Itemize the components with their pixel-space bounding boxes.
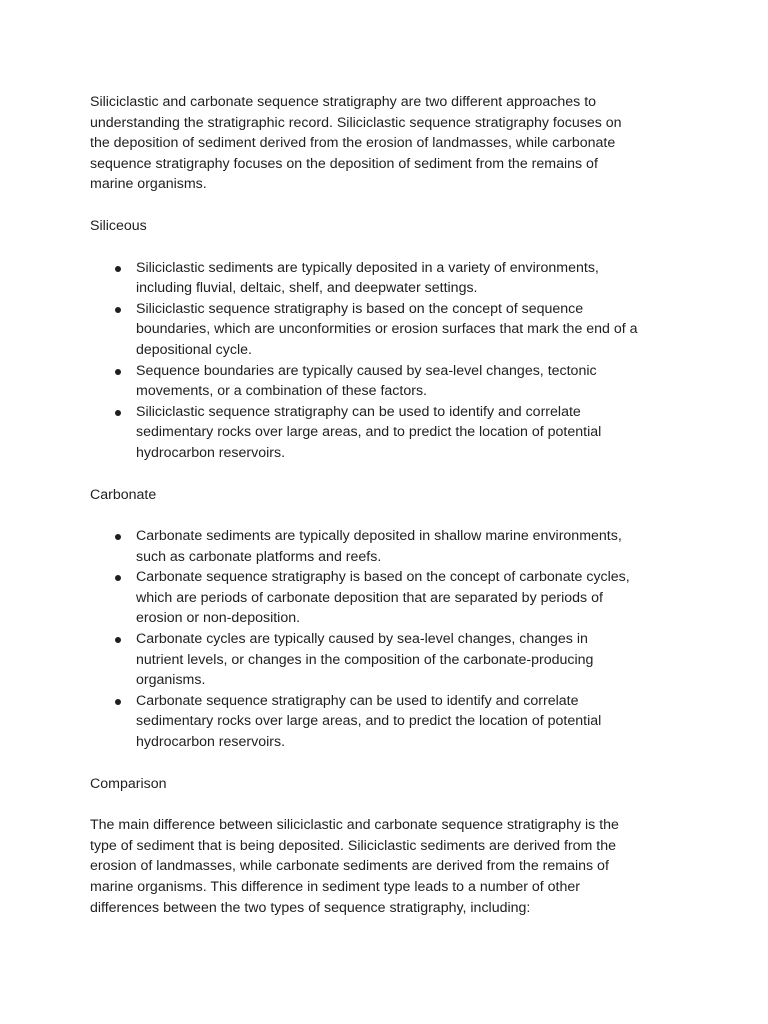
bullet-icon	[115, 637, 121, 643]
list-item-text: Carbonate sequence stratigraphy can be used to identify and correlate sedimentary rocks over large areas, and to predict the location of potential hydrocarbon reservoirs.	[136, 692, 602, 751]
list-item	[90, 258, 638, 299]
section-heading-comparison: Comparison	[90, 775, 167, 792]
list-item	[90, 361, 638, 402]
bullet-icon	[115, 410, 121, 416]
list-item	[90, 526, 638, 567]
carbonate-bullet-list	[90, 526, 638, 753]
section-heading-carbonate: Carbonate	[90, 486, 157, 503]
list-item-text: Siliciclastic sequence stratigraphy can be used to identify and correlate sedimentary rocks over large areas, and to predict the location of potential hydrocarbon reservoirs.	[136, 403, 602, 461]
comparison-paragraph: The main difference between siliciclastic and carbonate sequence stratigraphy is the type of sediment that is being deposited. Siliciclastic sediments are derived from the erosion of landmasses, while carbonate sediments are derived from the remains of marine organisms. This difference in sediment type leads to a number of other differences between the two types of sequence stratigraphy, including:	[90, 817, 619, 916]
list-item-text: Siliciclastic sediments are typically deposited in a variety of environments, including fluvial, deltaic, shelf, and deepwater settings.	[136, 259, 599, 297]
list-item	[90, 691, 638, 753]
list-item-text: Carbonate sequence stratigraphy is based on the concept of carbonate cycles, which are periods of carbonate deposition that are separated by periods of erosion or non-deposition.	[136, 569, 630, 627]
list-item	[90, 402, 638, 464]
list-item-text: Siliciclastic sequence stratigraphy is based on the concept of sequence boundaries, which are unconformities or erosion surfaces that mark the end of a depositional cycle.	[136, 300, 638, 358]
section-heading-siliceous: Siliceous	[90, 217, 147, 234]
list-item	[90, 629, 638, 691]
list-item-text: Sequence boundaries are typically caused by sea-level changes, tectonic movements, or a combination of these factors.	[136, 362, 597, 400]
bullet-icon	[115, 369, 121, 375]
bullet-icon	[115, 307, 121, 313]
siliceous-bullet-list	[90, 258, 638, 464]
list-item-text: Carbonate sediments are typically deposited in shallow marine environments, such as carbonate platforms and reefs.	[136, 528, 622, 565]
intro-paragraph: Siliciclastic and carbonate sequence stratigraphy are two different approaches to understanding the stratigraphic record. Siliciclastic sequence stratigraphy focuses on the deposition of sediment derived from the erosion of landmasses, while carbonate sequence stratigraphy focuses on the deposition of sediment from the remains of marine organisms.	[90, 94, 622, 193]
bullet-icon	[115, 534, 121, 540]
list-item-text: Carbonate cycles are typically caused by sea-level changes, changes in nutrient levels, or changes in the composition of the carbonate-producing organisms.	[136, 631, 594, 689]
bullet-icon	[115, 266, 121, 272]
list-item	[90, 299, 638, 361]
list-item	[90, 567, 638, 629]
document-page	[90, 92, 638, 918]
bullet-icon	[115, 575, 121, 581]
bullet-icon	[115, 699, 121, 705]
